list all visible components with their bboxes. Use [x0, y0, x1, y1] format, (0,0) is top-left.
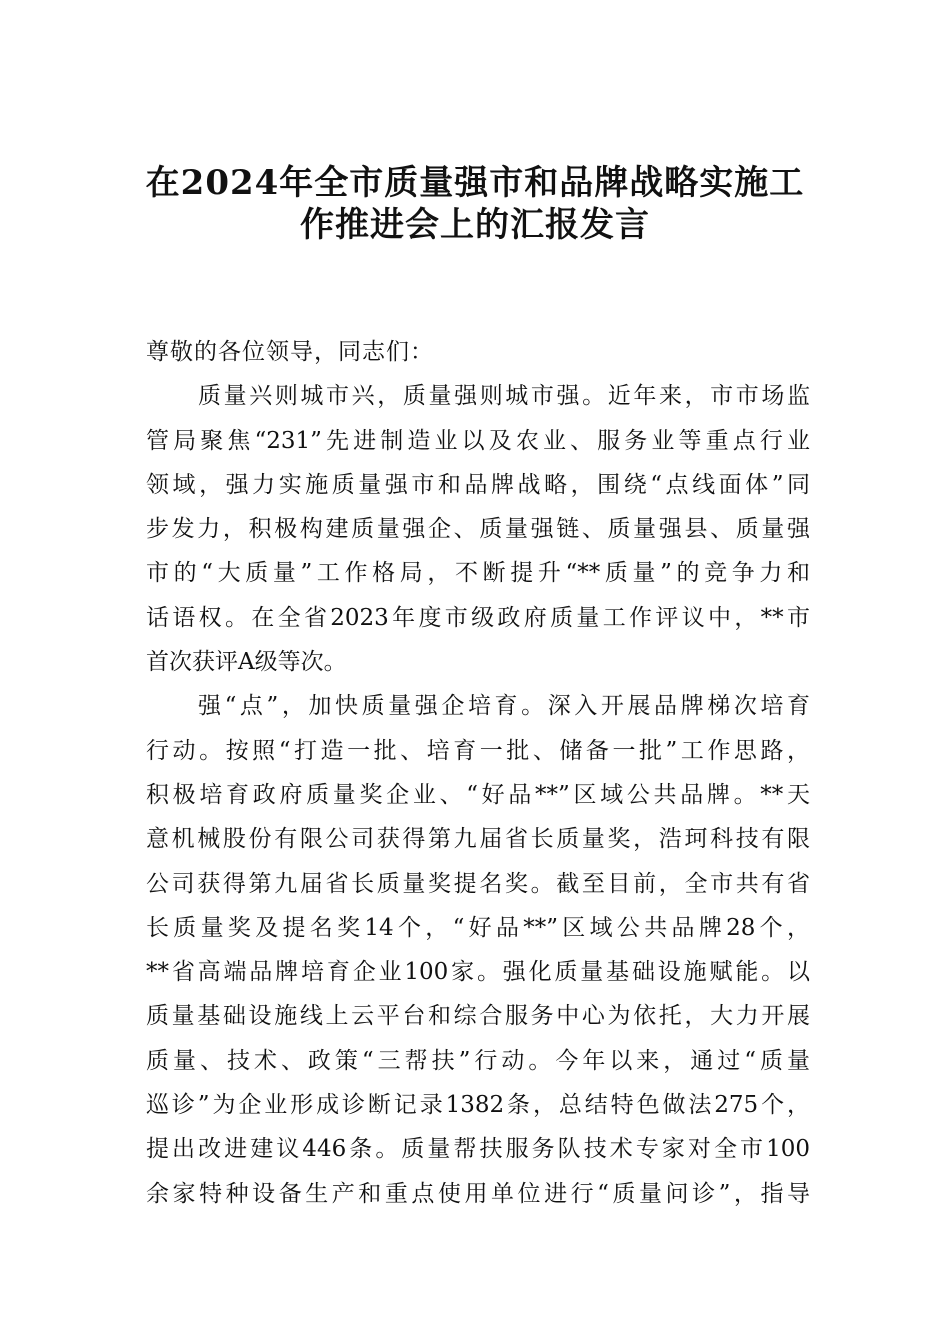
paragraph-line: 公司获得第九届省长质量奖提名奖。截至目前，全市共有省 [146, 870, 810, 897]
paragraph-line: 管局聚焦“231”先进制造业以及农业、服务业等重点行业 [146, 427, 810, 454]
paragraph-line: 质量基础设施线上云平台和综合服务中心为依托，大力开展 [146, 1003, 810, 1030]
document-title-line-1: 在2024年全市质量强市和品牌战略实施工 [145, 163, 805, 203]
paragraph-line: 市的“大质量”工作格局，不断提升“**质量”的竞争力和 [146, 560, 810, 587]
paragraph-line: 领域，强力实施质量强市和品牌战略，围绕“点线面体”同 [146, 471, 810, 498]
paragraph-line: 提出改进建议446条。质量帮扶服务队技术专家对全市100 [146, 1136, 810, 1163]
paragraph-line: 步发力，积极构建质量强企、质量强链、质量强县、质量强 [146, 516, 810, 543]
document-body [146, 330, 810, 1216]
paragraph-line: 强“点”，加快质量强企培育。深入开展品牌梯次培育 [198, 693, 810, 720]
paragraph-line: 质量、技术、政策“三帮扶”行动。今年以来，通过“质量 [146, 1047, 810, 1074]
paragraph-line: 话语权。在全省2023年度市级政府质量工作评议中，**市 [146, 604, 810, 631]
paragraph-line: 积极培育政府质量奖企业、“好品**”区域公共品牌。**天 [146, 781, 810, 808]
paragraph-line: 巡诊”为企业形成诊断记录1382条，总结特色做法275个， [146, 1092, 810, 1119]
paragraph-line: 长质量奖及提名奖14个，“好品**”区域公共品牌28个， [146, 914, 810, 941]
paragraph-line: 意机械股份有限公司获得第九届省长质量奖，浩珂科技有限 [146, 826, 810, 853]
paragraph-line: **省高端品牌培育企业100家。强化质量基础设施赋能。以 [146, 959, 810, 986]
paragraph-line: 首次获评A级等次。 [146, 649, 347, 676]
document-title-line-2: 作推进会上的汇报发言 [300, 205, 650, 245]
paragraph-line: 余家特种设备生产和重点使用单位进行“质量问诊”，指导 [146, 1180, 810, 1207]
paragraph-line: 质量兴则城市兴，质量强则城市强。近年来，市市场监 [198, 383, 810, 410]
paragraph-line: 行动。按照“打造一批、培育一批、储备一批”工作思路， [146, 737, 810, 764]
salutation: 尊敬的各位领导，同志们： [146, 339, 434, 365]
